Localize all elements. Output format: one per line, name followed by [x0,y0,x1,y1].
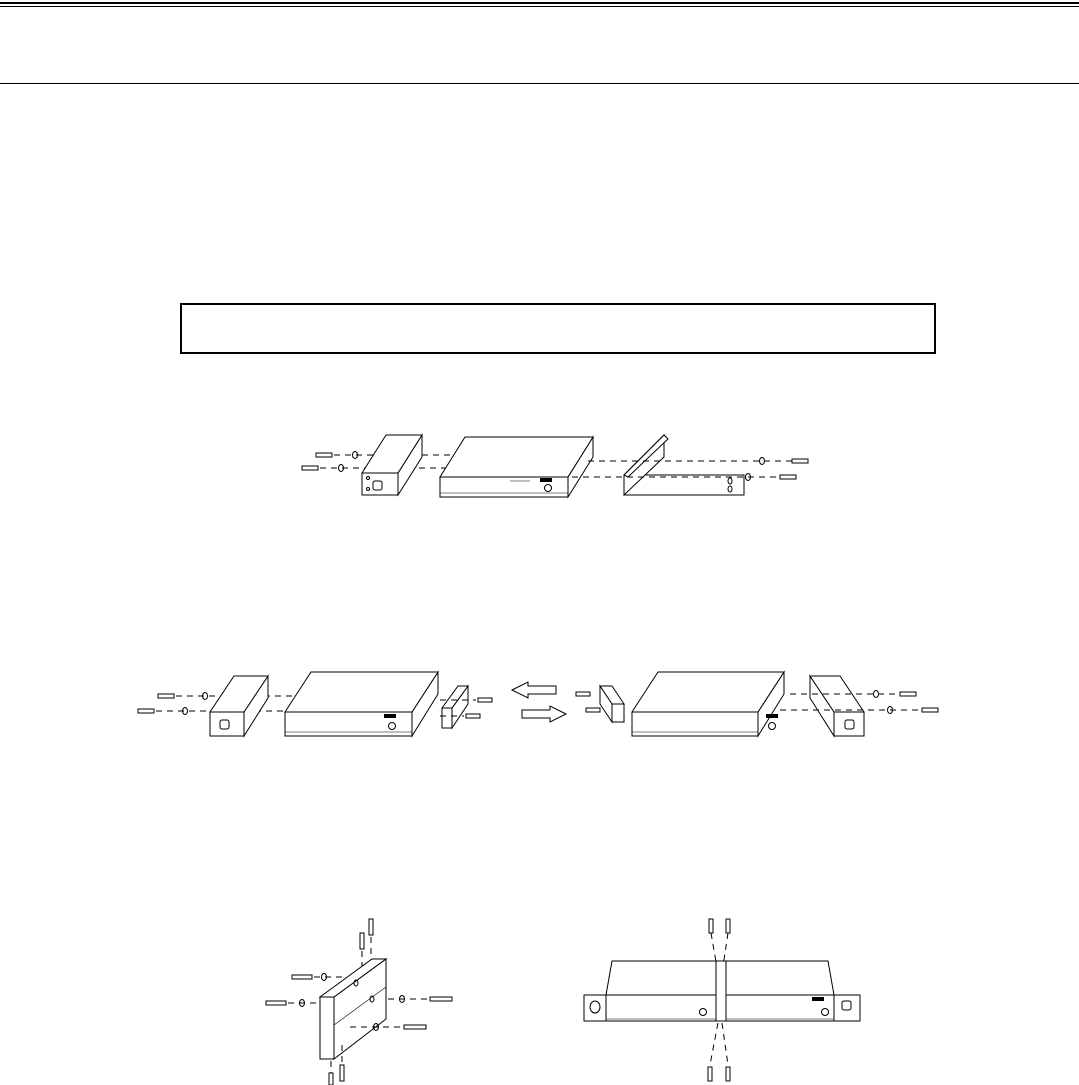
right-rack-ear [624,435,744,495]
right-dash-lines [572,458,792,481]
header-bottom-rule [0,83,1079,84]
left-assembly [138,672,492,736]
rack-mount-joining-diagram [0,664,1079,754]
right-screws [780,459,808,479]
right-assembly [576,672,938,736]
rack-mount-single-unit-diagram [0,425,1079,515]
note-box [180,303,936,354]
arrows [512,682,566,722]
unit-body [440,437,593,497]
header-rule-thick [0,2,1079,4]
left-rack-ear [362,435,422,495]
header-rule-thin [0,6,1079,7]
left-screws [302,453,332,470]
two-units-joined-rack-diagram [0,915,1079,1085]
